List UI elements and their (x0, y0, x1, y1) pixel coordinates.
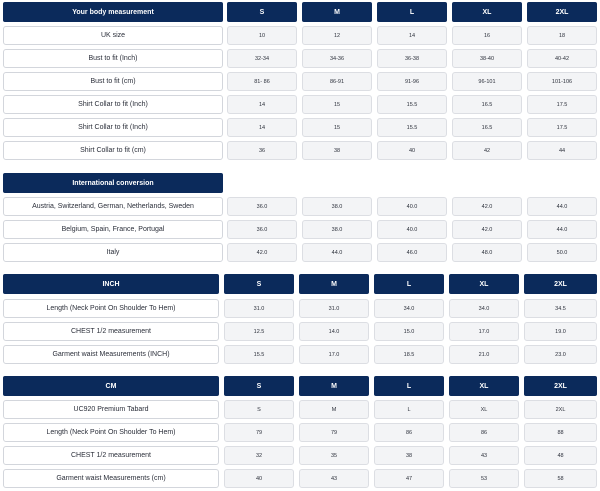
size-value: 18 (527, 26, 597, 45)
size-value: 14.0 (299, 322, 369, 341)
size-value: 38 (302, 141, 372, 160)
size-column-header: L (377, 2, 447, 22)
row-label: CHEST 1/2 measurement (3, 322, 219, 341)
size-value: 35 (299, 446, 369, 465)
table-row (3, 26, 597, 45)
size-value: 15 (302, 95, 372, 114)
size-value: 40-42 (527, 49, 597, 68)
row-label: Length (Neck Point On Shoulder To Hem) (3, 423, 219, 442)
row-label: Bust to fit (Inch) (3, 49, 223, 68)
table-row (3, 345, 597, 364)
size-value: 81- 86 (227, 72, 297, 91)
size-value: 16.5 (452, 95, 522, 114)
size-column-header: S (227, 2, 297, 22)
size-value: 21.0 (449, 345, 519, 364)
table-row (3, 400, 597, 419)
size-value: 48.0 (452, 243, 522, 262)
size-value: 42 (452, 141, 522, 160)
size-value: 15.5 (224, 345, 294, 364)
size-value: 36-38 (377, 49, 447, 68)
size-value: 10 (227, 26, 297, 45)
size-column-header: XL (452, 2, 522, 22)
size-value: L (374, 400, 444, 419)
size-value: 34.5 (524, 299, 597, 318)
size-column-header: M (299, 376, 369, 396)
size-value: 15 (302, 118, 372, 137)
size-value: 86 (374, 423, 444, 442)
size-column-header: M (302, 2, 372, 22)
size-value: 58 (524, 469, 597, 488)
size-value: 18.5 (374, 345, 444, 364)
size-value: 43 (449, 446, 519, 465)
size-column-header: L (374, 376, 444, 396)
size-value: 34.0 (449, 299, 519, 318)
size-value: 42.0 (452, 197, 522, 216)
size-value: 38.0 (302, 220, 372, 239)
size-value: 40.0 (377, 197, 447, 216)
row-label: Garment waist Measurements (cm) (3, 469, 219, 488)
size-value: 53 (449, 469, 519, 488)
size-value: 44.0 (527, 197, 597, 216)
size-value: 40 (377, 141, 447, 160)
size-column-header: S (224, 376, 294, 396)
size-value: 91-96 (377, 72, 447, 91)
table-row (3, 141, 597, 160)
size-column-header: 2XL (524, 376, 597, 396)
table-row (3, 95, 597, 114)
size-value: 2XL (524, 400, 597, 419)
size-value: 88 (524, 423, 597, 442)
size-value: 23.0 (524, 345, 597, 364)
size-value: 36 (227, 141, 297, 160)
table-row (3, 299, 597, 318)
size-column-header: L (374, 274, 444, 294)
size-value: 96-101 (452, 72, 522, 91)
size-value: 17.5 (527, 95, 597, 114)
table-row (3, 220, 597, 239)
row-label: CHEST 1/2 measurement (3, 446, 219, 465)
section-title: CM (3, 376, 219, 396)
row-label: Shirt Collar to fit (Inch) (3, 95, 223, 114)
size-value: 31.0 (299, 299, 369, 318)
size-value: 19.0 (524, 322, 597, 341)
table-row (3, 72, 597, 91)
table-row (3, 118, 597, 137)
size-value: M (299, 400, 369, 419)
size-value: 43 (299, 469, 369, 488)
size-value: 31.0 (224, 299, 294, 318)
table-row (3, 49, 597, 68)
size-value: 15.5 (377, 118, 447, 137)
size-value: 40.0 (377, 220, 447, 239)
section-title: International conversion (3, 173, 223, 193)
size-value: 15.5 (377, 95, 447, 114)
size-value: 36.0 (227, 220, 297, 239)
section-title: Your body measurement (3, 2, 223, 22)
header-row (3, 173, 597, 193)
size-column-header: 2XL (527, 2, 597, 22)
size-value: XL (449, 400, 519, 419)
size-value: 14 (227, 118, 297, 137)
row-label: Bust to fit (cm) (3, 72, 223, 91)
size-value: 16 (452, 26, 522, 45)
size-value: 12.5 (224, 322, 294, 341)
table-row (3, 423, 597, 442)
table-row (3, 446, 597, 465)
size-value: 12 (302, 26, 372, 45)
row-label: Belgium, Spain, France, Portugal (3, 220, 223, 239)
header-row (3, 376, 597, 396)
size-column-header: XL (449, 376, 519, 396)
size-value: 46.0 (377, 243, 447, 262)
size-value: 17.0 (449, 322, 519, 341)
size-value: 86 (449, 423, 519, 442)
size-value: 34-36 (302, 49, 372, 68)
size-value: S (224, 400, 294, 419)
size-value: 14 (377, 26, 447, 45)
size-value: 16.5 (452, 118, 522, 137)
table-row (3, 197, 597, 216)
size-column-header: M (299, 274, 369, 294)
size-value: 44 (527, 141, 597, 160)
size-value: 14 (227, 95, 297, 114)
size-value: 38-40 (452, 49, 522, 68)
size-value: 44.0 (527, 220, 597, 239)
size-value: 44.0 (302, 243, 372, 262)
size-value: 79 (224, 423, 294, 442)
size-value: 79 (299, 423, 369, 442)
size-column-header: 2XL (524, 274, 597, 294)
size-value: 32-34 (227, 49, 297, 68)
size-value: 86-91 (302, 72, 372, 91)
row-label: Italy (3, 243, 223, 262)
row-label: Length (Neck Point On Shoulder To Hem) (3, 299, 219, 318)
size-value: 17.5 (527, 118, 597, 137)
size-value: 17.0 (299, 345, 369, 364)
row-label: Garment waist Measurements (INCH) (3, 345, 219, 364)
row-label: Austria, Switzerland, German, Netherlands, Sweden (3, 197, 223, 216)
size-value: 48 (524, 446, 597, 465)
row-label: Shirt Collar to fit (Inch) (3, 118, 223, 137)
header-row (3, 2, 597, 22)
size-value: 36.0 (227, 197, 297, 216)
size-column-header: XL (449, 274, 519, 294)
size-value: 38 (374, 446, 444, 465)
size-value: 42.0 (452, 220, 522, 239)
size-value: 32 (224, 446, 294, 465)
size-value: 38.0 (302, 197, 372, 216)
size-value: 101-106 (527, 72, 597, 91)
table-row (3, 322, 597, 341)
row-label: UC920 Premium Tabard (3, 400, 219, 419)
size-value: 40 (224, 469, 294, 488)
table-row (3, 243, 597, 262)
size-column-header: S (224, 274, 294, 294)
size-value: 34.0 (374, 299, 444, 318)
size-value: 42.0 (227, 243, 297, 262)
header-row (3, 274, 597, 294)
table-row (3, 469, 597, 488)
row-label: UK size (3, 26, 223, 45)
row-label: Shirt Collar to fit (cm) (3, 141, 223, 160)
size-value: 50.0 (527, 243, 597, 262)
section-title: INCH (3, 274, 219, 294)
size-value: 47 (374, 469, 444, 488)
size-value: 15.0 (374, 322, 444, 341)
